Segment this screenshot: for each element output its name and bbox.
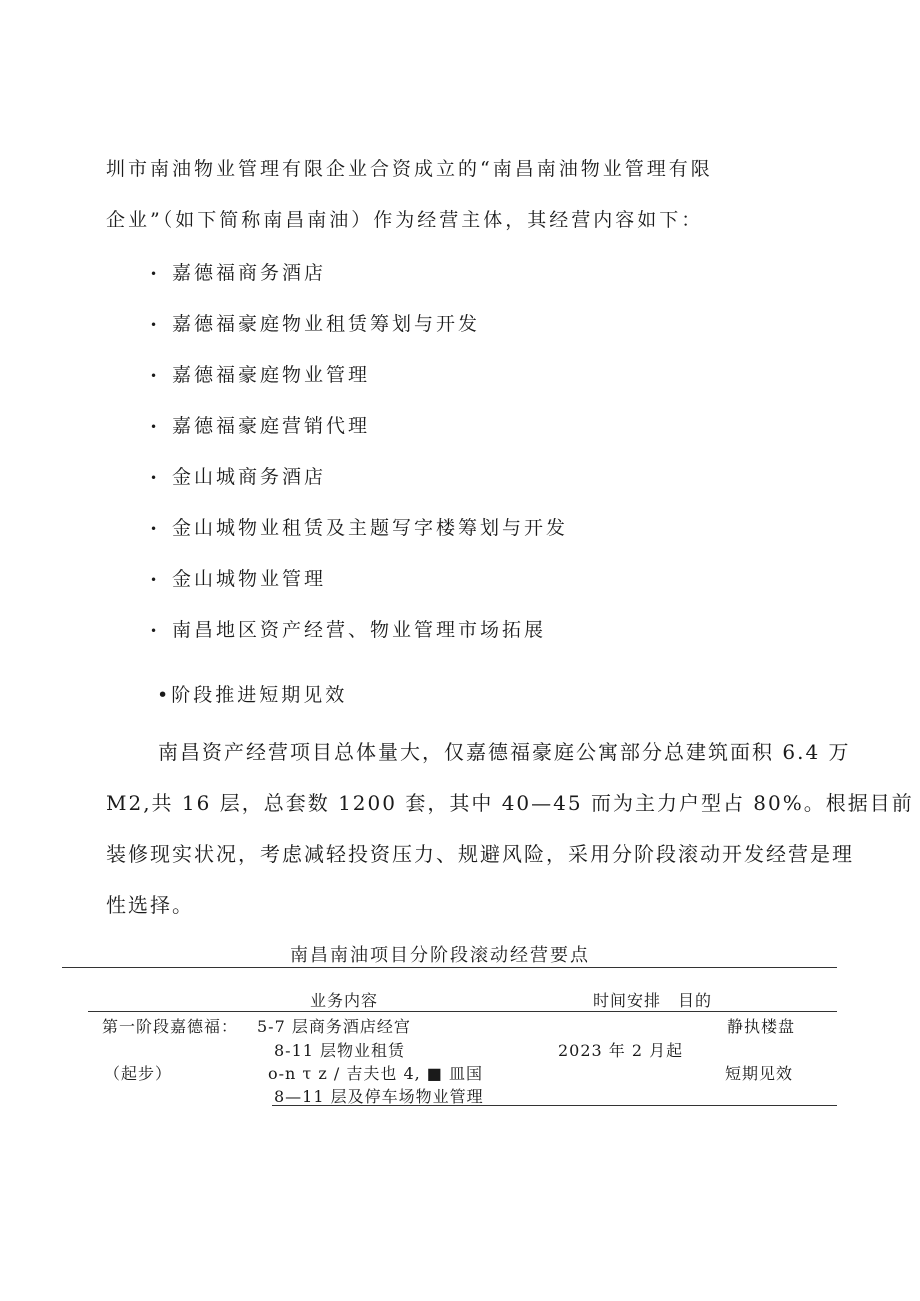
- bullet-icon: •: [150, 369, 161, 383]
- table-item-3: o-n τ z / 吉夫也 4, ■ 皿国: [268, 1064, 484, 1083]
- table-header-rule: [88, 1011, 837, 1012]
- body-line-3: 装修现实状况，考虑减轻投资压力、规避风险，采用分阶段滚动开发经营是理: [106, 842, 854, 866]
- list-item: [150, 360, 370, 387]
- table-header-content: 业务内容: [310, 991, 379, 1010]
- body-line-1: 南昌资产经营项目总体量大，仅嘉德福豪庭公寓部分总建筑面积 6.4 万: [158, 740, 851, 764]
- table-caption: 南昌南油项目分阶段滚动经营要点: [290, 945, 590, 966]
- bullet-icon: •: [150, 624, 161, 638]
- bullet-icon: •: [150, 318, 161, 332]
- table-stage-sub: （起步）: [104, 1064, 173, 1083]
- list-item: [150, 564, 326, 591]
- list-item-text: 金山城物业租赁及主题写字楼筹划与开发: [172, 517, 569, 539]
- table-item-1: 5-7 层商务酒店经宫: [257, 1017, 411, 1036]
- list-item: [150, 513, 568, 540]
- list-item-text: 嘉德福豪庭营销代理: [172, 415, 371, 437]
- list-item: [150, 462, 326, 489]
- table-item-2: 8-11 层物业租赁: [274, 1041, 406, 1060]
- intro-line-2: 企业”（如下简称南昌南油）作为经营主体，其经营内容如下：: [106, 209, 704, 231]
- table-item-4: 8—11 层及停车场物业管理: [274, 1087, 484, 1106]
- list-item: [150, 258, 326, 285]
- bullet-icon: •: [150, 420, 161, 434]
- intro-line-1: 圳市南油物业管理有限企业合资成立的“南昌南油物业管理有限: [106, 158, 713, 180]
- section-heading: •阶段推进短期见效: [157, 684, 348, 706]
- table-goal-2: 短期见效: [725, 1064, 794, 1083]
- list-item: [150, 411, 370, 438]
- table-goal-1: 静执楼盘: [727, 1017, 796, 1036]
- list-item-text: 金山城商务酒店: [172, 466, 327, 488]
- list-item: [150, 309, 480, 336]
- list-item-text: 南昌地区资产经营、物业管理市场拓展: [172, 619, 547, 641]
- list-item-text: 嘉德福豪庭物业租赁筹划与开发: [172, 313, 481, 335]
- list-item-text: 嘉德福豪庭物业管理: [172, 364, 371, 386]
- body-line-4: 性选择。: [106, 893, 194, 917]
- bullet-icon: •: [150, 573, 161, 587]
- table-header-goal: 目的: [678, 991, 713, 1010]
- bullet-icon: •: [150, 471, 161, 485]
- bullet-icon: •: [150, 267, 161, 281]
- table-stage-label: 第一阶段嘉德福：: [102, 1017, 239, 1036]
- table-bottom-rule: [272, 1105, 837, 1106]
- list-item-text: 嘉德福商务酒店: [172, 262, 327, 284]
- table-top-rule: [62, 967, 837, 968]
- bullet-icon: •: [150, 522, 161, 536]
- list-item-text: 金山城物业管理: [172, 568, 327, 590]
- table-time: 2023 年 2 月起: [558, 1041, 684, 1060]
- list-item: [150, 615, 546, 642]
- table-header-time: 时间安排: [593, 991, 662, 1010]
- body-line-2: M2,共 16 层，总套数 1200 套，其中 40—45 而为主力户型占 80%。根据目前: [106, 791, 914, 815]
